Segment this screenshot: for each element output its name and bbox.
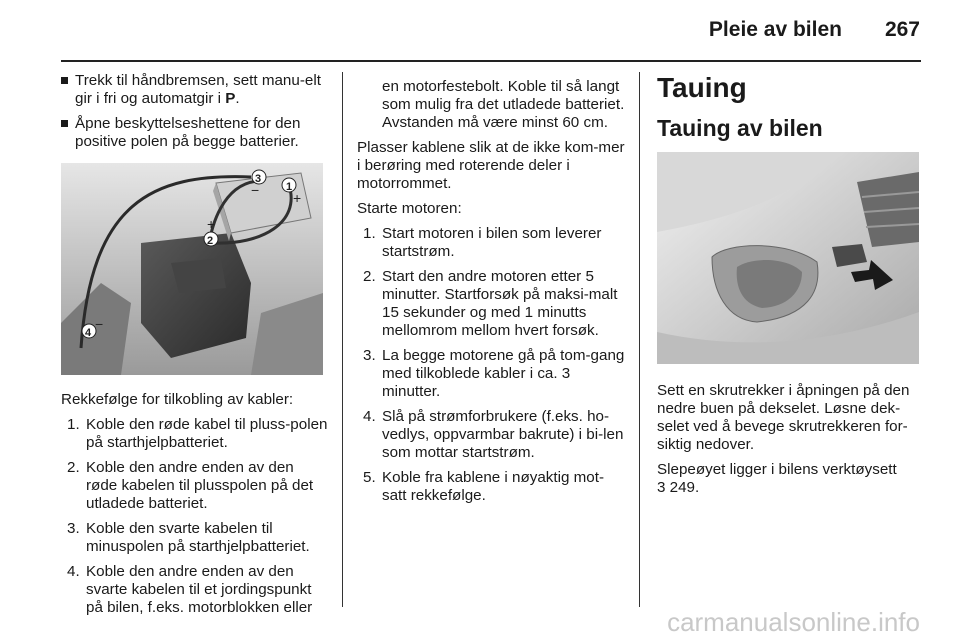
continued-text: en motorfestebolt. Koble til så langt som mulig fra det utladede batteriet. Avstanden må være minst 60 cm. bbox=[382, 78, 625, 131]
intro-text: Starte motoren: bbox=[357, 200, 462, 217]
figure-sign: + bbox=[293, 190, 302, 206]
figure-label: 1 bbox=[286, 181, 293, 193]
watermark: carmanualsonline.info bbox=[667, 607, 920, 637]
page-number: 267 bbox=[884, 18, 920, 41]
figure-label: 4 bbox=[85, 327, 92, 339]
paragraph: Plasser kablene slik at de ikke kom-mer i berøring med roterende deler i motorrommet. bbox=[357, 139, 625, 192]
towing-cover-figure bbox=[657, 152, 919, 364]
column-2 bbox=[357, 78, 627, 512]
figure-sign: + bbox=[207, 216, 216, 232]
heading-tauing: Tauing bbox=[657, 72, 747, 103]
figure-sign: − bbox=[95, 316, 104, 332]
list-item: 5. Koble fra kablene i nøyaktig mot-satt rekkefølge. bbox=[363, 469, 605, 504]
page-reference[interactable]: 3 249. bbox=[657, 479, 700, 496]
list-item: 1. Start motoren i bilen som leverer startstrøm. bbox=[363, 225, 602, 260]
figure-sign: − bbox=[251, 182, 260, 198]
list-item: 3. Koble den svarte kabelen til minuspolen på starthjelpbatteriet. bbox=[67, 520, 310, 555]
list-item: 2. Start den andre motoren etter 5 minutter. Startforsøk på maksi-malt 15 sekunder og med 1 minutts mellomrom mellom hvert forsøk. bbox=[363, 268, 618, 339]
page-header bbox=[0, 0, 960, 60]
section-title: Pleie av bilen bbox=[708, 18, 842, 41]
intro-text: Rekkefølge for tilkobling av kabler: bbox=[61, 391, 294, 408]
bullet-item: Åpne beskyttelseshettene for den positive polen på begge batterier. bbox=[61, 115, 328, 151]
paragraph: Slepeøyet ligger i bilens verktøysett 3 249. bbox=[657, 461, 897, 496]
paragraph: Sett en skrutrekker i åpningen på den nedre buen på dekselet. Løsne dek-selet ved å bevege skrutrekkeren for-siktig nedover. bbox=[657, 382, 910, 453]
header-rule bbox=[61, 60, 921, 62]
list-item: 2. Koble den andre enden av den røde kabelen til plusspolen på det utladede batteriet. bbox=[67, 459, 314, 512]
column-divider bbox=[639, 72, 640, 607]
column-3 bbox=[657, 72, 922, 504]
list-item: 4. Koble den andre enden av den svarte kabelen til et jordingspunkt på bilen, f.eks. motorblokken eller bbox=[67, 563, 313, 616]
figure-label: 2 bbox=[207, 235, 214, 247]
column-1 bbox=[61, 72, 328, 624]
step-list bbox=[61, 416, 328, 617]
step-list bbox=[357, 225, 627, 505]
heading-tauing-av-bilen: Tauing av bilen bbox=[657, 115, 823, 141]
list-item: 3. La begge motorene gå på tom-gang med tilkoblede kabler i ca. 3 minutter. bbox=[363, 347, 625, 400]
figure-label: 3 bbox=[255, 173, 262, 185]
bullet-item: Trekk til håndbremsen, sett manu-elt gir i fri og automatgir i P. bbox=[61, 72, 328, 108]
jump-start-figure bbox=[61, 163, 323, 375]
column-divider bbox=[342, 72, 343, 607]
list-item: 4. Slå på strømforbrukere (f.eks. ho-vedlys, oppvarmbar bakrute) i bi-len som mottar startstrøm. bbox=[363, 408, 624, 461]
list-item: 1. Koble den røde kabel til pluss-polen på starthjelpbatteriet. bbox=[67, 416, 328, 451]
